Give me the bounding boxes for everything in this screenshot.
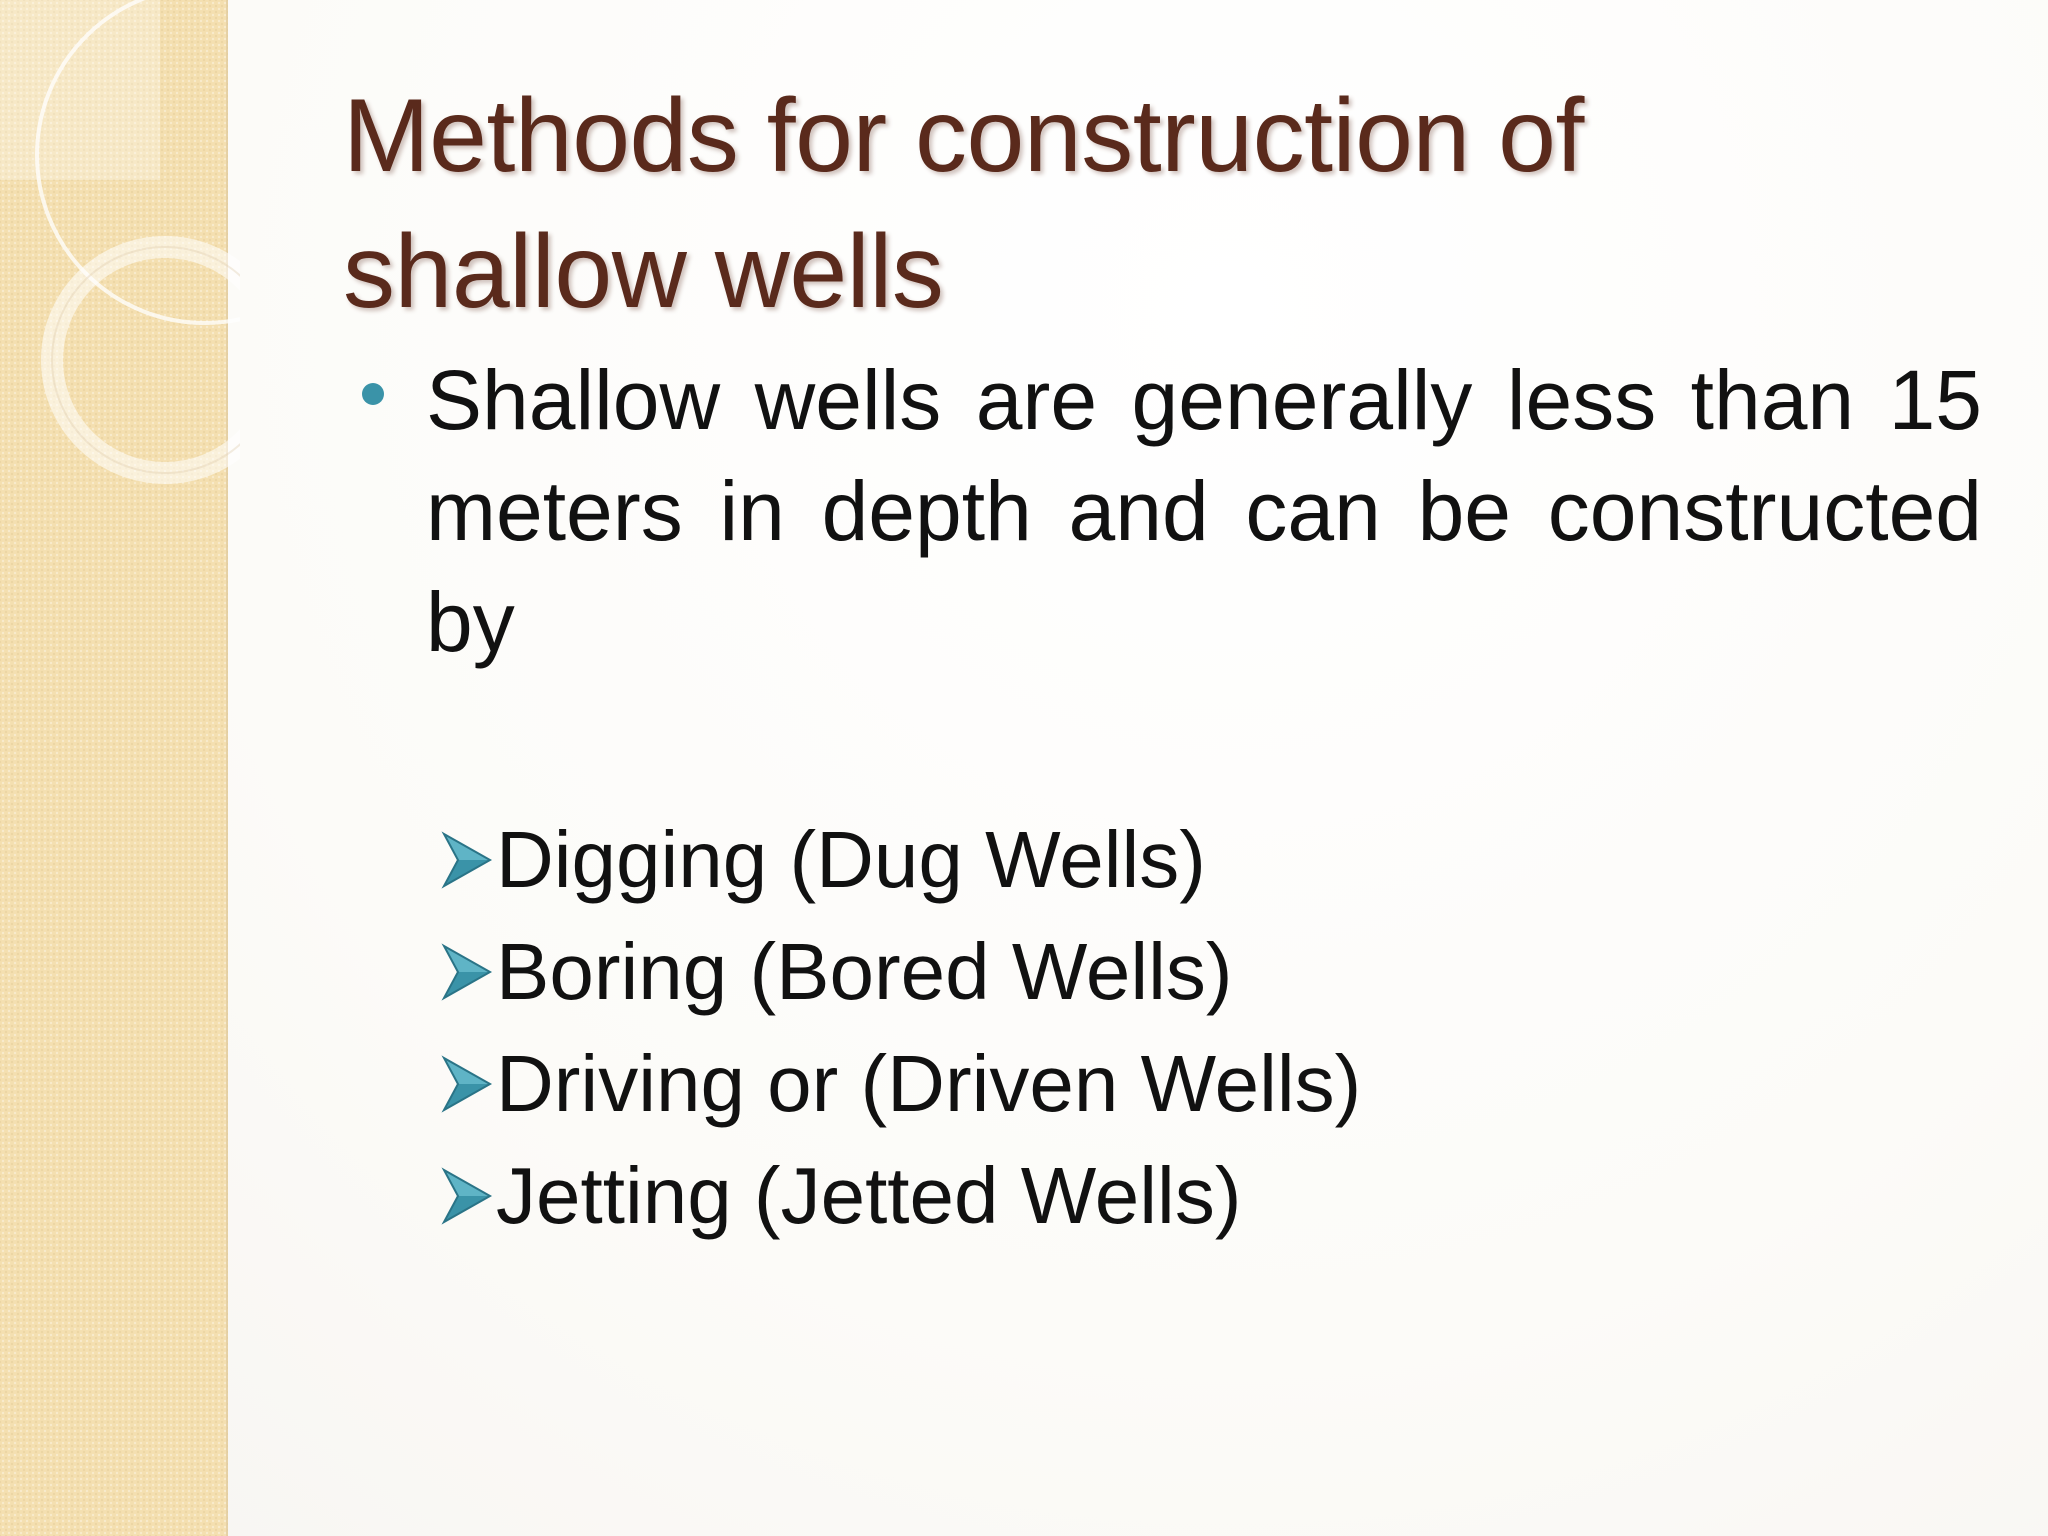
method-label: Boring (Bored Wells) [496, 927, 1233, 1016]
list-item [438, 1028, 1361, 1140]
slide-title: Methods for construction of shallow wells [343, 78, 1584, 330]
main-bullet [362, 345, 1982, 678]
list-item [438, 1140, 1361, 1252]
list-item [438, 804, 1361, 916]
arrow-bullet-icon [438, 940, 496, 1004]
round-bullet-icon [362, 383, 384, 405]
arrow-bullet-icon [438, 1164, 496, 1228]
arrow-bullet-icon [438, 1052, 496, 1116]
decorative-rings-icon [0, 0, 240, 520]
list-item [438, 916, 1361, 1028]
main-bullet-block [362, 345, 1982, 678]
method-label: Driving or (Driven Wells) [496, 1039, 1362, 1128]
arrow-bullet-icon [438, 828, 496, 892]
method-label: Jetting (Jetted Wells) [496, 1151, 1242, 1240]
main-bullet-text: Shallow wells are generally less than 15 meters in depth and can be constructed by [426, 353, 1982, 669]
methods-list [438, 804, 1361, 1252]
method-label: Digging (Dug Wells) [496, 815, 1206, 904]
